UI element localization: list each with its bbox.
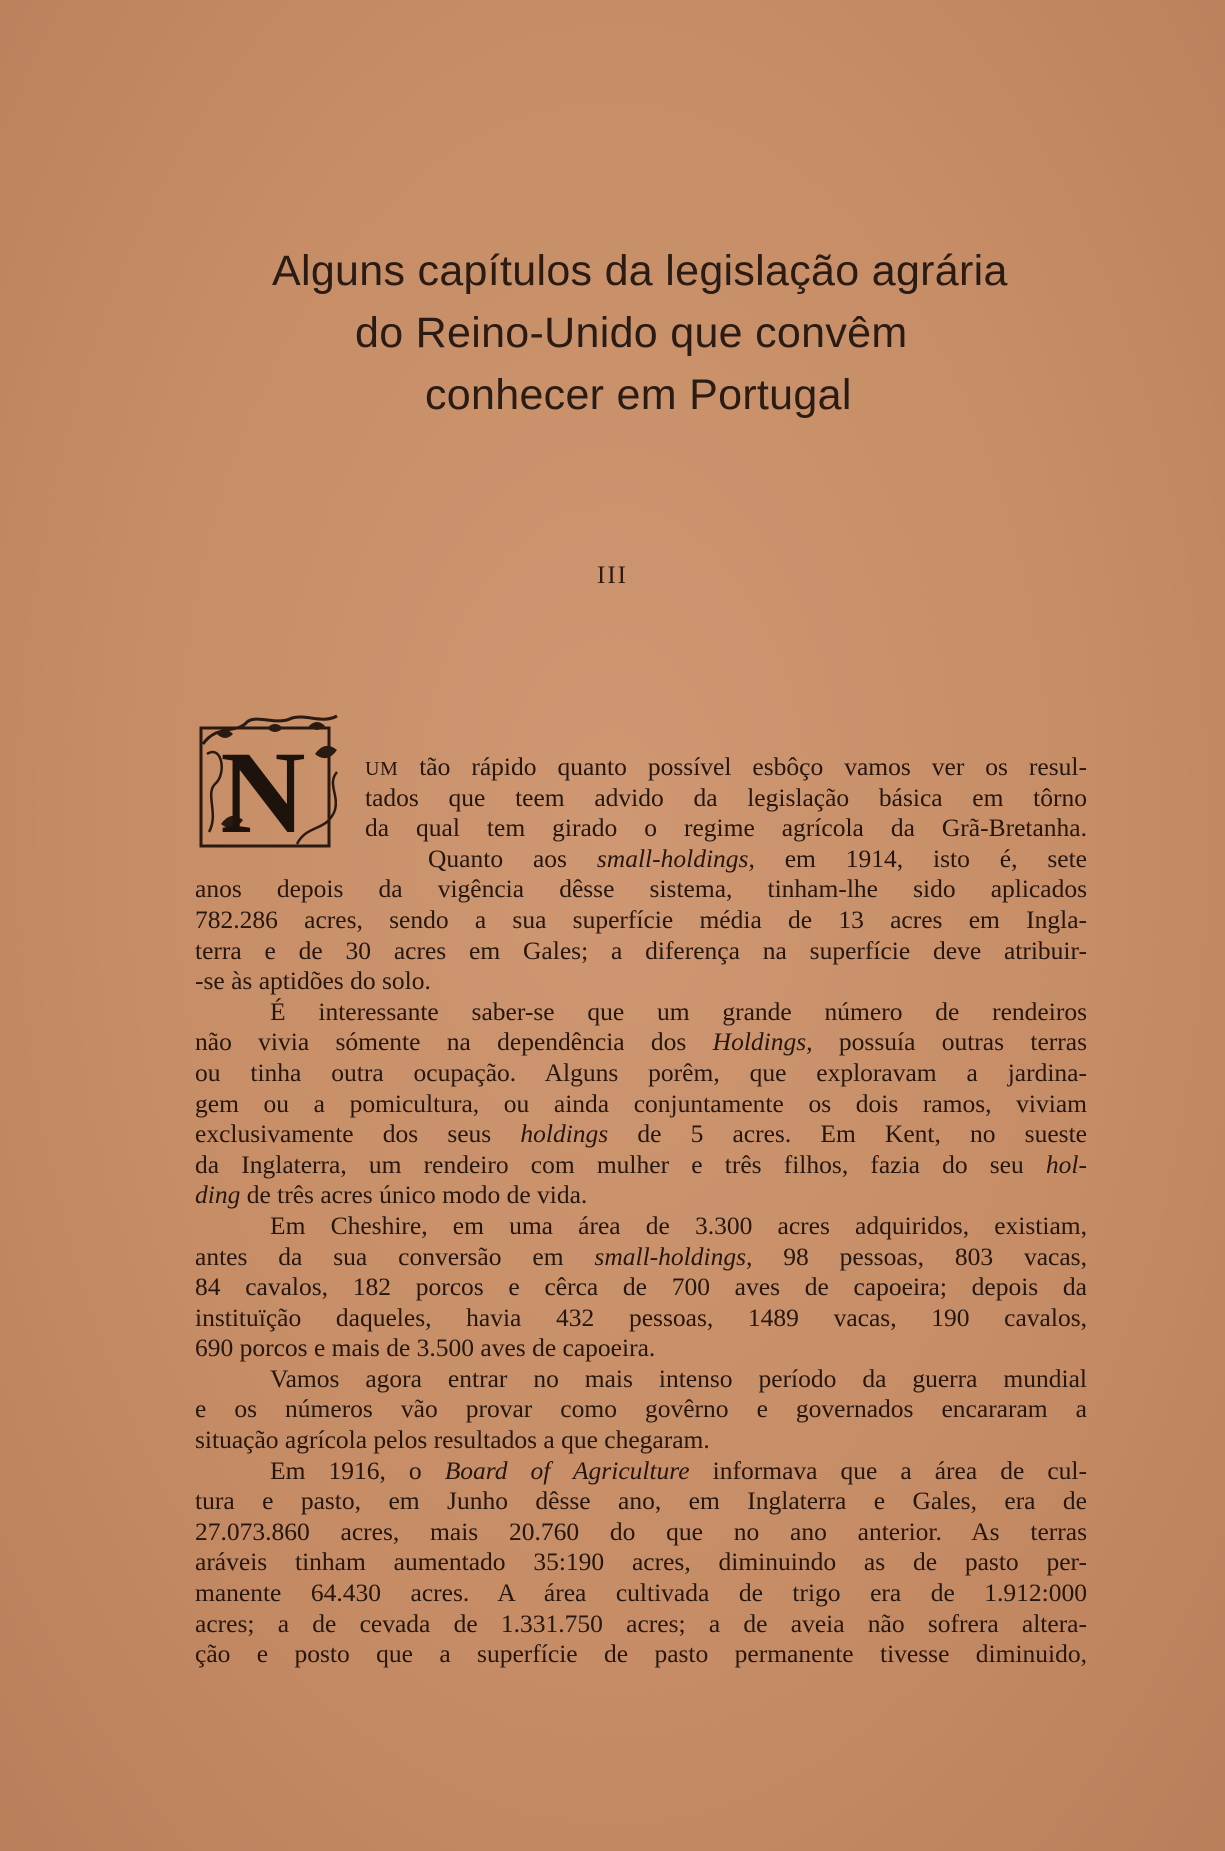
text-segment: UM (365, 758, 399, 780)
text-line (195, 1547, 1087, 1578)
text-segment: Board of Agriculture (444, 1455, 690, 1485)
text-segment: tura e pasto, em Junho dêsse ano, em Inglaterra e Gales, era de (195, 1486, 1087, 1516)
drop-cap-letter: N (220, 727, 306, 852)
text-segment: tados que teem advido da legislação básica em tôrno (365, 782, 1087, 812)
text-line (195, 1150, 1087, 1181)
text-segment: em 1914, isto é, sete (754, 843, 1088, 873)
text-line (195, 1242, 1087, 1273)
text-segment: exclusivamente dos seus (195, 1119, 521, 1149)
text-line (195, 1272, 1087, 1303)
text-segment: 27.073.860 acres, mais 20.760 do que no ano anterior. As terras (195, 1516, 1087, 1546)
text-segment: antes da sua conversão em (195, 1241, 595, 1271)
text-line (195, 1303, 1087, 1334)
document-title (250, 240, 1050, 426)
text-line (195, 1425, 1087, 1456)
text-segment: terra e de 30 acres em Gales; a diferença na superfície deve atribuir- (195, 935, 1087, 965)
text-segment: da Inglaterra, um rendeiro com mulher e três filhos, fazia do seu (195, 1149, 1046, 1179)
text-segment: de 5 acres. Em Kent, no sueste (608, 1119, 1087, 1149)
text-segment: manente 64.430 acres. A área cultivada de trigo era de 1.912:000 (195, 1578, 1087, 1608)
title-line-3: conhecer em Portugal (425, 371, 852, 419)
text-line (195, 1089, 1087, 1120)
text-line (195, 1486, 1087, 1517)
text-segment: gem ou a pomicultura, ou ainda conjuntamente os dois ramos, viviam (195, 1088, 1087, 1118)
text-segment: É interessante saber-se que um grande número de rendeiros (270, 996, 1087, 1026)
text-segment: ção e posto que a superfície de pasto permanente tivesse diminuido, (195, 1639, 1087, 1669)
text-line (195, 1639, 1087, 1670)
text-line (195, 997, 1087, 1028)
text-segment: e os números vão provar como govêrno e governados encararam a (195, 1394, 1087, 1424)
text-line (195, 936, 1087, 967)
text-line (195, 1058, 1087, 1089)
text-line (195, 874, 1087, 905)
text-segment: 84 cavalos, 182 porcos e cêrca de 700 aves de capoeira; depois da (195, 1272, 1087, 1302)
text-line (195, 1119, 1087, 1150)
text-line (195, 783, 1087, 814)
text-segment: não vivia sómente na dependência dos (195, 1027, 713, 1057)
text-segment: possuía outras terras (812, 1027, 1087, 1057)
text-segment: Em 1916, o (270, 1455, 445, 1485)
text-line (195, 1394, 1087, 1425)
body-text (195, 752, 1087, 1670)
text-segment: Em Cheshire, em uma área de 3.300 acres adquiridos, existiam, (270, 1210, 1087, 1240)
text-line (195, 1027, 1087, 1058)
text-segment: instituïção daqueles, havia 432 pessoas, 1489 vacas, 190 cavalos, (195, 1302, 1087, 1332)
text-segment: ou tinha outra ocupação. Alguns porêm, que exploravam a jardina- (195, 1057, 1087, 1087)
text-segment: de três acres único modo de vida. (240, 1180, 588, 1210)
text-line (195, 1578, 1087, 1609)
text-segment: Quanto aos (428, 843, 597, 873)
text-segment: 782.286 acres, sendo a sua superfície média de 13 acres em Ingla- (195, 904, 1087, 934)
text-segment: situação agrícola pelos resultados a que chegaram. (195, 1425, 710, 1455)
text-line (195, 1333, 1087, 1364)
text-line (195, 966, 1087, 997)
text-line (195, 1456, 1087, 1487)
text-segment: anos depois da vigência dêsse sistema, tinham-lhe sido aplicados (195, 874, 1087, 904)
text-line (195, 752, 1087, 783)
text-segment: 690 porcos e mais de 3.500 aves de capoeira. (195, 1333, 656, 1363)
text-line (195, 844, 1087, 875)
text-line (195, 813, 1087, 844)
text-segment: aráveis tinham aumentado 35:190 acres, diminuindo as de pasto per- (195, 1547, 1087, 1577)
text-segment: holdings (520, 1119, 609, 1149)
text-segment: hol- (1045, 1149, 1087, 1179)
text-segment: 98 pessoas, 803 vacas, (752, 1241, 1087, 1271)
title-line-2: do Reino-Unido que convêm (355, 309, 908, 357)
text-line (195, 1180, 1087, 1211)
text-segment: da qual tem girado o regime agrícola da Grã-Bretanha. (365, 813, 1087, 843)
text-segment: tão rápido quanto possível esbôço vamos ver os resul- (398, 752, 1087, 781)
text-line (195, 905, 1087, 936)
text-segment: informava que a área de cul- (689, 1455, 1088, 1485)
text-line (195, 1609, 1087, 1640)
text-line (195, 1364, 1087, 1395)
text-segment: Holdings, (712, 1027, 813, 1057)
text-segment: ding (195, 1180, 241, 1210)
text-segment: Vamos agora entrar no mais intenso período da guerra mundial (270, 1363, 1087, 1393)
text-line (195, 1211, 1087, 1242)
text-segment: small-holdings, (594, 1241, 753, 1271)
text-segment: -se às aptidões do solo. (195, 966, 431, 996)
section-number: III (597, 562, 628, 589)
title-line-1: Alguns capítulos da legislação agrária (272, 247, 1008, 295)
text-line (195, 1517, 1087, 1548)
text-segment: small-holdings, (596, 843, 755, 873)
text-segment: acres; a de cevada de 1.331.750 acres; a de aveia não sofrera altera- (195, 1608, 1087, 1638)
